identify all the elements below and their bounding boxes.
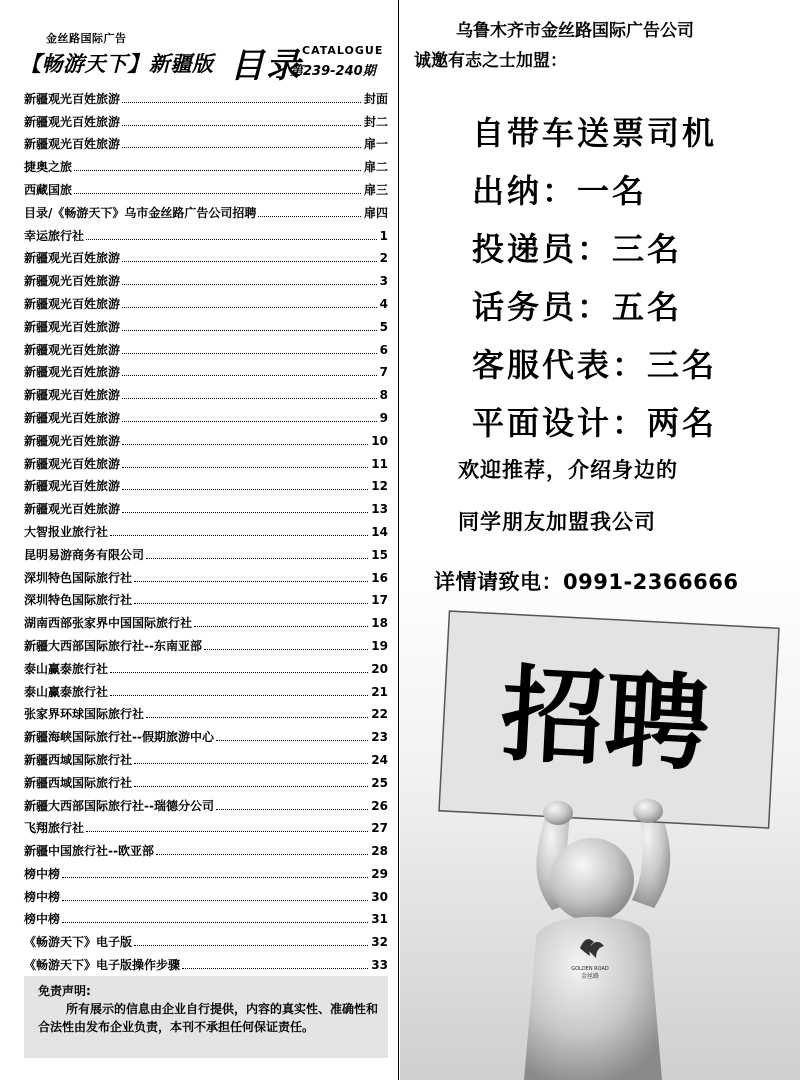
toc-entry-page: 扉三 <box>363 182 388 197</box>
leader-dots <box>258 216 361 217</box>
toc-entry <box>24 654 388 677</box>
toc-entry-page: 33 <box>371 958 388 973</box>
toc-entry <box>24 882 388 905</box>
toc-entry-page: 6 <box>379 342 388 357</box>
toc-entry-page: 扉一 <box>363 137 388 152</box>
toc-entry <box>24 221 388 244</box>
logo-en: GOLDEN ROAD <box>571 966 609 972</box>
toc-entry-page: 32 <box>371 935 388 950</box>
toc-entry-page: 2 <box>379 251 388 266</box>
company-name: 乌鲁木齐市金丝路国际广告公司 <box>456 21 694 41</box>
leader-dots <box>74 170 361 171</box>
logo-cn: 金丝路 <box>580 973 600 980</box>
toc-entry-page: 11 <box>371 456 388 471</box>
toc-entry-page: 20 <box>371 661 388 676</box>
toc-entry <box>24 175 388 198</box>
leader-dots <box>122 284 377 285</box>
leader-dots <box>122 512 368 513</box>
toc-entry-page: 15 <box>371 547 388 562</box>
toc-entry <box>24 244 388 267</box>
toc-entry <box>24 791 388 814</box>
toc-entry <box>24 426 388 449</box>
toc-entry-page: 9 <box>379 410 388 425</box>
toc-entry-title: 新疆西域国际旅行社 <box>24 775 133 790</box>
leader-dots <box>110 695 368 696</box>
leader-dots <box>122 444 368 445</box>
leader-dots <box>86 831 368 832</box>
toc-entry-title: 新疆观光百姓旅游 <box>24 388 121 403</box>
toc-entry <box>24 130 388 153</box>
toc-entry-title: 新疆观光百姓旅游 <box>24 251 121 266</box>
toc-entry <box>24 722 388 745</box>
leader-dots <box>62 922 368 923</box>
leader-dots <box>182 968 368 969</box>
leader-dots <box>122 125 361 126</box>
toc-entry <box>24 449 388 472</box>
leader-dots <box>134 945 368 946</box>
catalogue-title: 目录 <box>230 46 302 86</box>
position-item: 话务员：五名 <box>472 288 683 326</box>
toc-entry <box>24 540 388 563</box>
leader-dots <box>122 102 361 103</box>
toc-entry-page: 扉四 <box>363 205 388 220</box>
position-item: 客服代表：三名 <box>472 346 718 384</box>
leader-dots <box>122 375 377 376</box>
leader-dots <box>122 147 361 148</box>
toc-entry-page: 25 <box>371 775 388 790</box>
leader-dots <box>122 307 377 308</box>
toc-entry-page: 8 <box>379 388 388 403</box>
leader-dots <box>122 261 377 262</box>
leader-dots <box>122 398 377 399</box>
leader-dots <box>86 239 377 240</box>
figure-holding-sign-illustration <box>400 610 800 1080</box>
toc-entry-page: 18 <box>371 616 388 631</box>
recruit-sign <box>439 611 779 828</box>
position-list <box>472 104 717 452</box>
left-hand <box>543 801 573 825</box>
toc-entry-page: 14 <box>371 524 388 539</box>
leader-dots <box>146 558 368 559</box>
toc-entry-title: 新疆大西部国际旅行社--瑞德分公司 <box>24 798 214 813</box>
toc-entry <box>24 107 388 130</box>
position-item: 出纳：一名 <box>472 172 648 210</box>
disclaimer-heading: 免责声明: <box>38 984 91 998</box>
right-hand <box>633 799 663 823</box>
toc-entry-title: 张家界环球国际旅行社 <box>24 707 145 722</box>
toc-entry <box>24 494 388 517</box>
toc-entry <box>24 768 388 791</box>
toc-entry-title: 《畅游天下》电子版操作步骤 <box>24 958 181 973</box>
toc-entry <box>24 335 388 358</box>
catalogue-en-label: CATALOGUE <box>302 44 384 57</box>
toc-entry <box>24 517 388 540</box>
toc-entry-page: 19 <box>371 638 388 653</box>
toc-entry-page: 31 <box>371 912 388 927</box>
toc-entry <box>24 472 388 495</box>
leader-dots <box>110 672 368 673</box>
toc-entry <box>24 84 388 107</box>
toc-entry-title: 新疆观光百姓旅游 <box>24 274 121 289</box>
toc-entry-title: 新疆观光百姓旅游 <box>24 433 121 448</box>
magazine-title: 【畅游天下】新疆版 <box>20 52 214 76</box>
toc-entry-page: 17 <box>371 593 388 608</box>
leader-dots <box>156 854 368 855</box>
toc-entry-title: 飞翔旅行社 <box>24 821 85 836</box>
toc-entry-title: 榜中榜 <box>24 889 61 904</box>
toc-entry-title: 新疆观光百姓旅游 <box>24 114 121 129</box>
toc-entry <box>24 563 388 586</box>
toc-entry-page: 29 <box>371 866 388 881</box>
toc-entry-page: 封面 <box>363 91 388 106</box>
sign-text: 招聘 <box>497 651 713 786</box>
toc-entry-title: 目录/《畅游天下》乌市金丝路广告公司招聘 <box>24 205 257 220</box>
leader-dots <box>122 421 377 422</box>
toc-entry <box>24 745 388 768</box>
leader-dots <box>122 330 377 331</box>
leader-dots <box>204 649 368 650</box>
toc-entry-page: 24 <box>371 752 388 767</box>
disclaimer-text: 所有展示的信息由企业自行提供，内容的真实性、准确性和合法性由发布企业负责，本刊不承担任何保证责任。 <box>38 1002 379 1034</box>
toc-entry-title: 幸运旅行社 <box>24 228 85 243</box>
toc-entry-title: 新疆观光百姓旅游 <box>24 296 121 311</box>
toc-entry-title: 新疆观光百姓旅游 <box>24 342 121 357</box>
toc-entry <box>24 358 388 381</box>
leader-dots <box>122 489 368 490</box>
toc-entry-page: 4 <box>379 296 388 311</box>
toc-entry-title: 西藏国旅 <box>24 182 73 197</box>
toc-entry-title: 新疆西域国际旅行社 <box>24 752 133 767</box>
toc-entry <box>24 631 388 654</box>
toc-entry-title: 泰山赢泰旅行社 <box>24 684 109 699</box>
toc-entry <box>24 608 388 631</box>
toc-entry-title: 深圳特色国际旅行社 <box>24 570 133 585</box>
toc-entry-page: 5 <box>379 319 388 334</box>
toc-entry-page: 13 <box>371 502 388 517</box>
toc-entry-title: 新疆观光百姓旅游 <box>24 502 121 517</box>
toc-entry-page: 封二 <box>363 114 388 129</box>
toc-entry <box>24 289 388 312</box>
issue-number: 第239-240期 <box>290 64 376 79</box>
toc-entry <box>24 380 388 403</box>
toc-entry-page: 28 <box>371 844 388 859</box>
toc-entry-page: 扉二 <box>363 160 388 175</box>
toc-entry-title: 新疆海峡国际旅行社--假期旅游中心 <box>24 730 214 745</box>
toc-entry <box>24 700 388 723</box>
toc-entry-page: 1 <box>379 228 388 243</box>
leader-dots <box>134 786 368 787</box>
toc-entry-title: 昆明易游商务有限公司 <box>24 547 145 562</box>
position-item: 自带车送票司机 <box>472 114 718 152</box>
toc-entry-title: 榜中榜 <box>24 866 61 881</box>
leader-dots <box>110 535 368 536</box>
toc-entry <box>24 677 388 700</box>
toc-entry-title: 新疆中国旅行社--欧亚部 <box>24 844 154 859</box>
toc-entry-page: 16 <box>371 570 388 585</box>
toc-entry <box>24 403 388 426</box>
toc-entry-page: 23 <box>371 730 388 745</box>
toc-entry-title: 新疆观光百姓旅游 <box>24 365 121 380</box>
leader-dots <box>62 900 368 901</box>
toc-entry <box>24 859 388 882</box>
toc-entry-page: 30 <box>371 889 388 904</box>
toc-entry-title: 新疆观光百姓旅游 <box>24 456 121 471</box>
toc-entry-title: 深圳特色国际旅行社 <box>24 593 133 608</box>
toc-entry <box>24 836 388 859</box>
leader-dots <box>134 603 368 604</box>
table-of-contents <box>24 84 388 973</box>
toc-entry <box>24 586 388 609</box>
toc-entry-title: 湖南西部张家界中国国际旅行社 <box>24 616 193 631</box>
toc-entry <box>24 198 388 221</box>
friends-text: 同学朋友加盟我公司 <box>458 510 656 534</box>
toc-entry-title: 新疆观光百姓旅游 <box>24 319 121 334</box>
toc-entry-title: 新疆观光百姓旅游 <box>24 479 121 494</box>
toc-entry-page: 3 <box>379 274 388 289</box>
toc-entry-page: 12 <box>371 479 388 494</box>
toc-entry-title: 大智报业旅行社 <box>24 524 109 539</box>
toc-entry-title: 榜中榜 <box>24 912 61 927</box>
figure-head <box>550 838 634 922</box>
toc-entry-title: 新疆观光百姓旅游 <box>24 410 121 425</box>
toc-entry <box>24 312 388 335</box>
toc-entry <box>24 927 388 950</box>
recommend-text: 欢迎推荐，介绍身边的 <box>458 458 678 482</box>
catalogue-panel <box>0 0 399 1080</box>
toc-entry-page: 10 <box>371 433 388 448</box>
toc-entry-page: 27 <box>371 821 388 836</box>
toc-entry-title: 新疆观光百姓旅游 <box>24 91 121 106</box>
contact-phone: 详情请致电：0991-2366666 <box>434 570 739 594</box>
leader-dots <box>122 467 368 468</box>
leader-dots <box>194 626 368 627</box>
toc-entry-title: 《畅游天下》电子版 <box>24 935 133 950</box>
toc-entry-title: 新疆观光百姓旅游 <box>24 137 121 152</box>
toc-entry <box>24 950 388 973</box>
toc-entry <box>24 814 388 837</box>
leader-dots <box>146 717 368 718</box>
toc-entry <box>24 152 388 175</box>
toc-entry-page: 22 <box>371 707 388 722</box>
toc-entry <box>24 266 388 289</box>
leader-dots <box>62 877 368 878</box>
leader-dots <box>216 740 368 741</box>
toc-entry-page: 7 <box>379 365 388 380</box>
leader-dots <box>122 353 377 354</box>
toc-entry-page: 26 <box>371 798 388 813</box>
toc-entry-title: 新疆大西部国际旅行社--东南亚部 <box>24 638 202 653</box>
position-item: 投递员：三名 <box>472 230 683 268</box>
position-item: 平面设计：两名 <box>472 404 718 442</box>
publisher-label: 金丝路国际广告 <box>46 32 127 45</box>
leader-dots <box>74 193 361 194</box>
toc-entry-page: 21 <box>371 684 388 699</box>
toc-entry-title: 捷奥之旅 <box>24 160 73 175</box>
leader-dots <box>216 809 368 810</box>
leader-dots <box>134 581 368 582</box>
invite-text: 诚邀有志之士加盟： <box>414 51 567 71</box>
disclaimer-box <box>24 976 388 1058</box>
recruitment-panel <box>400 0 800 1080</box>
toc-entry-title: 泰山赢泰旅行社 <box>24 661 109 676</box>
toc-entry <box>24 905 388 928</box>
leader-dots <box>134 763 368 764</box>
